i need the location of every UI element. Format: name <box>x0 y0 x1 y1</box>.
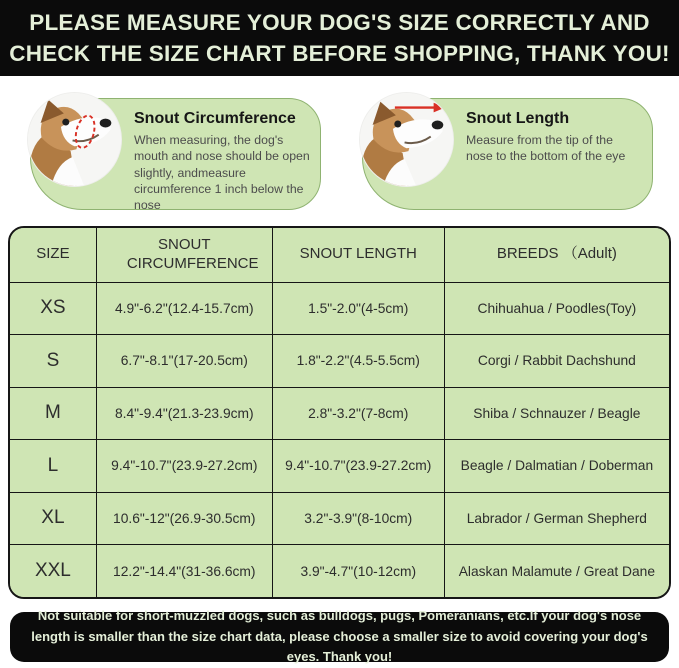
breeds-value: Alaskan Malamute / Great Dane <box>444 545 669 598</box>
dog-eye <box>394 121 401 128</box>
dog-eye <box>62 119 69 126</box>
column-header-length: SNOUT LENGTH <box>272 228 444 282</box>
dog-snout-length-photo <box>359 92 454 187</box>
breeds-value: Chihuahua / Poodles(Toy) <box>444 282 669 335</box>
table-row-m <box>10 387 669 440</box>
column-header-size: SIZE <box>10 228 96 282</box>
circumference-value: 8.4"-9.4"(21.3-23.9cm) <box>96 387 272 440</box>
circumference-value: 12.2"-14.4"(31-36.6cm) <box>96 545 272 598</box>
dog-nose <box>432 121 444 130</box>
length-value: 2.8"-3.2"(7-8cm) <box>272 387 444 440</box>
size-label: S <box>10 335 96 388</box>
banner-line-1: PLEASE MEASURE YOUR DOG'S SIZE CORRECTLY AND <box>29 10 650 35</box>
card-description: When measuring, the dog's mouth and nose should be open slightly, andmeasure circumference 1 inch below the nose <box>134 133 310 213</box>
banner-line-2: CHECK THE SIZE CHART BEFORE SHOPPING, THANK YOU! <box>9 41 670 66</box>
card-title: Snout Circumference <box>134 110 296 127</box>
table-row-xs <box>10 282 669 335</box>
column-header-circumference: SNOUT CIRCUMFERENCE <box>96 228 272 282</box>
column-header-breeds: BREEDS （Adult) <box>444 228 669 282</box>
length-value: 9.4"-10.7"(23.9-27.2cm) <box>272 440 444 493</box>
dog-snout-circumference-photo <box>27 92 122 187</box>
dog-head-illustration <box>28 93 121 186</box>
size-label: XS <box>10 282 96 335</box>
circumference-value: 6.7"-8.1"(17-20.5cm) <box>96 335 272 388</box>
breeds-value: Shiba / Schnauzer / Beagle <box>444 387 669 440</box>
size-label: XXL <box>10 545 96 598</box>
length-value: 3.9"-4.7"(10-12cm) <box>272 545 444 598</box>
dog-nose <box>100 119 112 128</box>
table-row-xl <box>10 492 669 545</box>
size-label: XL <box>10 492 96 545</box>
card-text <box>134 110 310 214</box>
circumference-value: 4.9"-6.2"(12.4-15.7cm) <box>96 282 272 335</box>
table-row-l <box>10 440 669 493</box>
table-header-row <box>10 228 669 282</box>
card-text <box>466 110 642 165</box>
table-row-s <box>10 335 669 388</box>
circumference-value: 10.6"-12"(26.9-30.5cm) <box>96 492 272 545</box>
size-label: L <box>10 440 96 493</box>
snout-circumference-card <box>30 98 321 213</box>
table-row-xxl <box>10 545 669 598</box>
bottom-warning-note <box>10 607 669 665</box>
breeds-value: Labrador / German Shepherd <box>444 492 669 545</box>
breeds-value: Beagle / Dalmatian / Doberman <box>444 440 669 493</box>
card-description: Measure from the tip of the nose to the bottom of the eye <box>466 133 626 164</box>
length-value: 3.2"-3.9"(8-10cm) <box>272 492 444 545</box>
length-value: 1.8"-2.2"(4.5-5.5cm) <box>272 335 444 388</box>
size-chart-table <box>10 228 669 597</box>
card-title: Snout Length <box>466 110 570 127</box>
length-value: 1.5"-2.0"(4-5cm) <box>272 282 444 335</box>
size-label: M <box>10 387 96 440</box>
breeds-value: Corgi / Rabbit Dachshund <box>444 335 669 388</box>
dog-head-illustration <box>360 93 453 186</box>
warning-text: Not suitable for short-muzzled dogs, such as bulldogs, pugs, Pomeranians, etc.If your dog's nose length is smaller than the size chart data, please choose a smaller size to avoid covering your dog's eyes. Thank you! <box>31 607 648 665</box>
measurement-info-cards <box>0 76 679 213</box>
circumference-value: 9.4"-10.7"(23.9-27.2cm) <box>96 440 272 493</box>
size-chart <box>8 226 671 599</box>
snout-length-card <box>362 98 653 210</box>
top-banner <box>0 0 679 76</box>
